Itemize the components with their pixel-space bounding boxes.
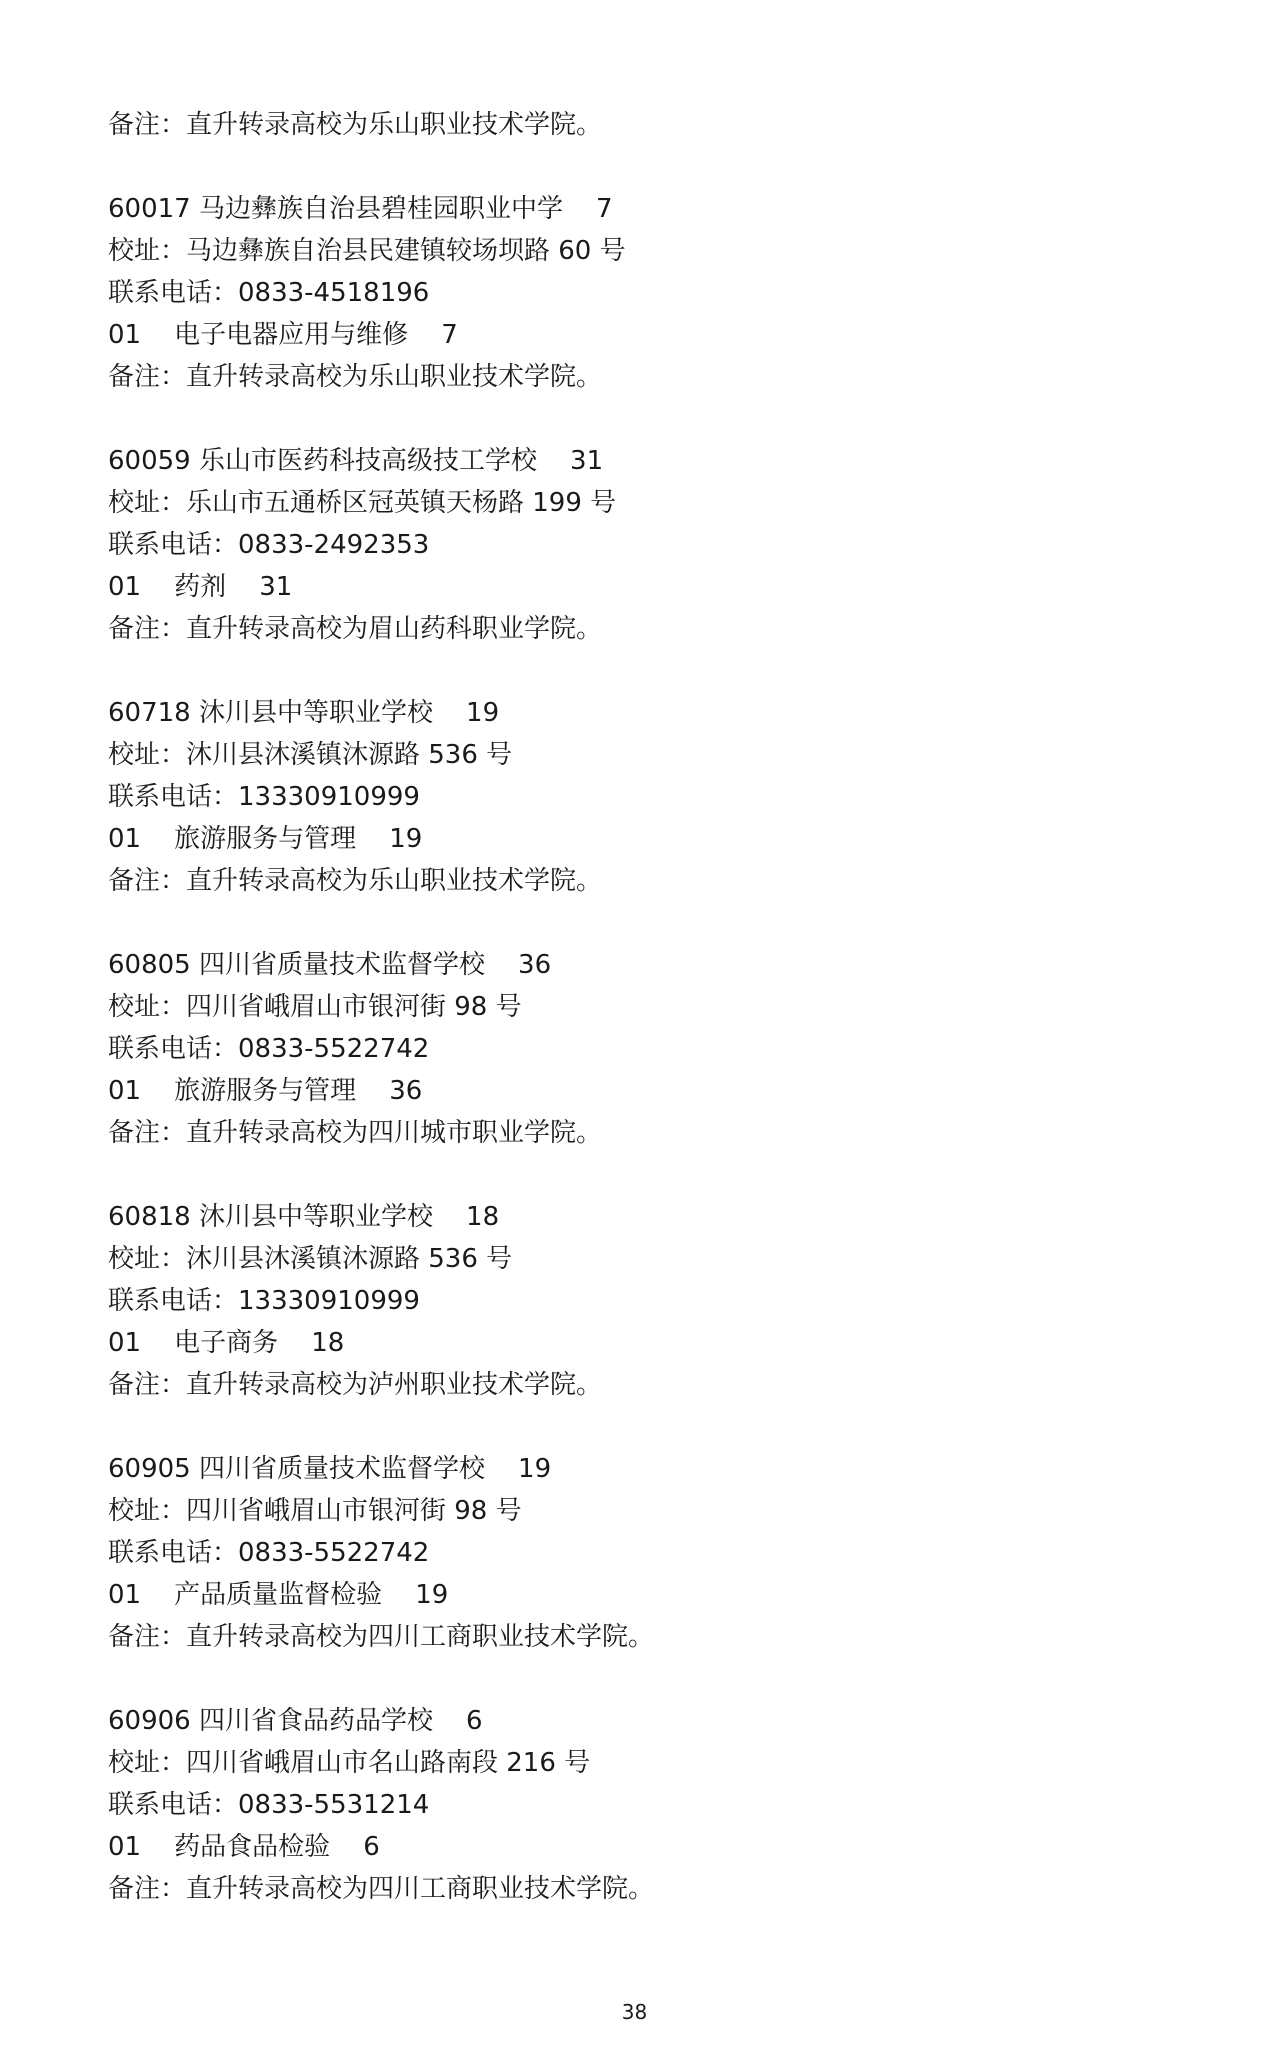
school-address: 校址：乐山市五通桥区冠英镇天杨路 199 号 <box>108 488 617 518</box>
school-phone: 联系电话：0833-5522742 <box>108 1034 430 1064</box>
first-note: 备注：直升转录高校为乐山职业技术学院。 <box>108 110 603 140</box>
school-note: 备注：直升转录高校为乐山职业技术学院。 <box>108 866 603 896</box>
school-major: 01 电子电器应用与维修 7 <box>108 320 458 350</box>
school-major: 01 旅游服务与管理 36 <box>108 1076 423 1106</box>
school-entry <box>108 944 1168 1154</box>
school-header: 60818 沐川县中等职业学校 18 <box>108 1202 500 1232</box>
school-note: 备注：直升转录高校为乐山职业技术学院。 <box>108 362 603 392</box>
school-header: 60718 沐川县中等职业学校 19 <box>108 698 500 728</box>
school-address: 校址：四川省峨眉山市银河街 98 号 <box>108 992 522 1022</box>
school-major: 01 药品食品检验 6 <box>108 1832 380 1862</box>
content-area <box>108 104 1168 1910</box>
school-note: 备注：直升转录高校为泸州职业技术学院。 <box>108 1370 603 1400</box>
school-phone: 联系电话：0833-2492353 <box>108 530 430 560</box>
school-header: 60905 四川省质量技术监督学校 19 <box>108 1454 552 1484</box>
page-number: 38 <box>621 2000 648 2024</box>
spacer <box>108 650 1168 692</box>
school-address: 校址：马边彝族自治县民建镇较场坝路 60 号 <box>108 236 626 266</box>
school-address: 校址：沐川县沐溪镇沐源路 536 号 <box>108 1244 513 1274</box>
spacer <box>108 902 1168 944</box>
school-entry <box>108 692 1168 902</box>
school-header: 60906 四川省食品药品学校 6 <box>108 1706 483 1736</box>
school-address: 校址：四川省峨眉山市名山路南段 216 号 <box>108 1748 591 1778</box>
spacer <box>108 146 1168 188</box>
school-note: 备注：直升转录高校为眉山药科职业学院。 <box>108 614 603 644</box>
school-phone: 联系电话：0833-4518196 <box>108 278 430 308</box>
school-phone: 联系电话：13330910999 <box>108 1286 420 1316</box>
spacer <box>108 1406 1168 1448</box>
school-header: 60017 马边彝族自治县碧桂园职业中学 7 <box>108 194 613 224</box>
school-phone: 联系电话：13330910999 <box>108 782 420 812</box>
school-major: 01 电子商务 18 <box>108 1328 345 1358</box>
school-major: 01 产品质量监督检验 19 <box>108 1580 449 1610</box>
school-header: 60059 乐山市医药科技高级技工学校 31 <box>108 446 604 476</box>
school-header: 60805 四川省质量技术监督学校 36 <box>108 950 552 980</box>
school-phone: 联系电话：0833-5522742 <box>108 1538 430 1568</box>
school-note: 备注：直升转录高校为四川工商职业技术学院。 <box>108 1874 655 1904</box>
school-major: 01 药剂 31 <box>108 572 293 602</box>
school-entry <box>108 1700 1168 1910</box>
school-address: 校址：四川省峨眉山市银河街 98 号 <box>108 1496 522 1526</box>
spacer <box>108 1658 1168 1700</box>
spacer <box>108 1154 1168 1196</box>
school-note: 备注：直升转录高校为四川工商职业技术学院。 <box>108 1622 655 1652</box>
school-phone: 联系电话：0833-5531214 <box>108 1790 430 1820</box>
school-entry <box>108 440 1168 650</box>
school-entry <box>108 1448 1168 1658</box>
school-address: 校址：沐川县沐溪镇沐源路 536 号 <box>108 740 513 770</box>
school-major: 01 旅游服务与管理 19 <box>108 824 423 854</box>
school-entry <box>108 1196 1168 1406</box>
spacer <box>108 398 1168 440</box>
school-entry <box>108 188 1168 398</box>
school-note: 备注：直升转录高校为四川城市职业学院。 <box>108 1118 603 1148</box>
